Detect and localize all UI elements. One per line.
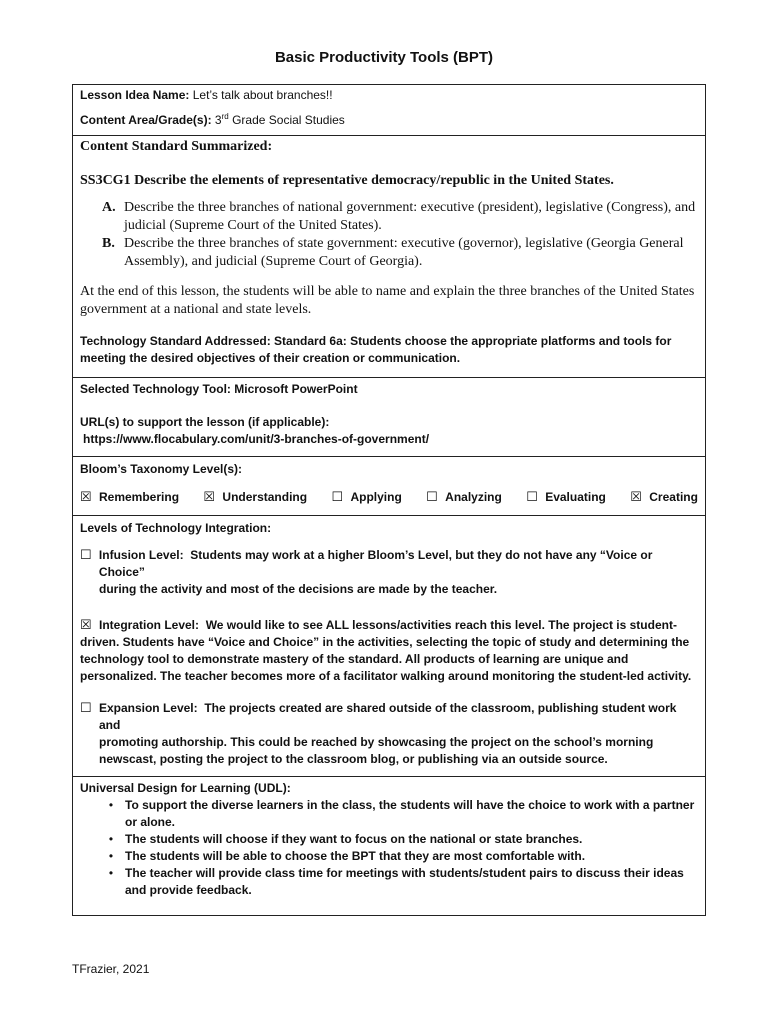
- page-title: Basic Productivity Tools (BPT): [274, 49, 494, 66]
- integration-label: Integration Level:: [99, 618, 200, 632]
- standard-item-list: [80, 199, 698, 271]
- expansion-label: Expansion Level:: [98, 701, 198, 715]
- bullet-icon: •: [108, 849, 114, 863]
- content-area-row: [80, 108, 698, 129]
- standard-heading: Content Standard Summarized:: [80, 139, 273, 154]
- bloom-label: Remembering: [99, 490, 180, 504]
- udl-section: [73, 777, 705, 915]
- standard-item-text: Describe the three branches of state government: executive (governor), legislative (Georgia General Assembly), and judicial (Supreme Court of Georgia).: [124, 236, 684, 269]
- url-link[interactable]: https://www.flocabulary.com/unit/3-branches-of-government/: [83, 432, 430, 446]
- bloom-label: Creating: [649, 490, 698, 504]
- integration-level: [80, 616, 698, 685]
- bloom-label: Analyzing: [445, 490, 502, 504]
- checkbox-icon[interactable]: ☐: [80, 547, 92, 562]
- bloom-label: Understanding: [222, 490, 308, 504]
- udl-heading: Universal Design for Learning (UDL):: [80, 781, 291, 795]
- tool-label: Selected Technology Tool:: [80, 382, 231, 396]
- tech-standard-label: Technology Standard Addressed:: [80, 334, 271, 348]
- tool-row: [80, 381, 698, 398]
- infusion-level: [80, 546, 698, 598]
- grade-number: 3: [214, 113, 222, 127]
- bullet-icon: •: [108, 832, 114, 846]
- bullet-icon: •: [108, 798, 114, 812]
- integration-text-rest: driven. Students have “Voice and Choice” in the activities, selecting the topic of study and determining the technology tool to demonstrate mastery of the standard. All products of learning are unique and personalized. The teacher becomes more of a facilitator walking around monitoring the student-led activity.: [80, 635, 692, 683]
- expansion-level: [80, 699, 698, 768]
- footer-author: TFrazier, 2021: [72, 962, 150, 976]
- checkbox-icon: ☐: [526, 489, 538, 504]
- standard-item-text: Describe the three branches of national government: executive (president), legislative (Congress), and judicial (Supreme Court of the United States).: [124, 200, 696, 233]
- standard-code-line: SS3CG1 Describe the elements of representative democracy/republic in the United States.: [80, 173, 614, 188]
- bloom-analyzing[interactable]: [426, 488, 502, 506]
- lesson-section: [73, 85, 705, 136]
- lesson-outcome: At the end of this lesson, the students will be able to name and explain the three branches of the United States government at a national and state levels.: [80, 284, 695, 317]
- tool-section: [73, 378, 705, 457]
- bloom-applying[interactable]: [331, 488, 401, 506]
- bloom-evaluating[interactable]: [526, 488, 606, 506]
- grade-superscript: rd: [221, 112, 229, 121]
- list-item: [80, 865, 698, 899]
- integration-heading: Levels of Technology Integration:: [80, 521, 272, 535]
- tech-standard-text: Standard 6a: Students choose the appropriate platforms and tools for meeting the desired objectives of their creation or communication.: [80, 334, 672, 365]
- url-label: URL(s) to support the lesson (if applicable):: [80, 415, 330, 429]
- infusion-text-rest: during the activity and most of the decisions are made by the teacher.: [99, 582, 498, 596]
- bloom-creating[interactable]: [630, 488, 698, 506]
- udl-item-text: To support the diverse learners in the class, the students will have the choice to work with a partner or alone.: [125, 798, 695, 829]
- lesson-name-label: Lesson Idea Name:: [80, 88, 190, 102]
- bloom-options: [80, 488, 698, 506]
- checkbox-icon[interactable]: ☐: [80, 700, 92, 715]
- bloom-label: Applying: [350, 490, 402, 504]
- udl-list: [80, 797, 698, 899]
- integration-text: We would like to see ALL lessons/activities reach this level. The project is student-: [205, 618, 677, 632]
- standard-section: [73, 136, 705, 378]
- checkbox-icon: ☒: [630, 489, 642, 504]
- checkbox-icon: ☒: [80, 489, 92, 504]
- bloom-understanding[interactable]: [203, 488, 307, 506]
- integration-section: [73, 516, 705, 777]
- checkbox-icon: ☐: [331, 489, 344, 504]
- bloom-heading: Bloom’s Taxonomy Level(s):: [80, 462, 243, 476]
- standard-item-b: [80, 235, 698, 271]
- content-area-label: Content Area/Grade(s):: [80, 113, 212, 127]
- tool-value: Microsoft PowerPoint: [234, 382, 358, 396]
- expansion-text-rest: promoting authorship. This could be reached by showcasing the project on the school’s morning newscast, posting the project to the classroom blog, or publishing via an outside source.: [99, 735, 654, 766]
- checkbox-icon[interactable]: ☒: [80, 617, 92, 632]
- infusion-label: Infusion Level:: [98, 548, 184, 562]
- standard-item-letter: A.: [102, 200, 116, 215]
- lesson-form: [72, 84, 706, 916]
- standard-item-letter: B.: [102, 236, 115, 251]
- bloom-label: Evaluating: [545, 490, 606, 504]
- lesson-name-row: [80, 87, 698, 104]
- bullet-icon: •: [108, 866, 114, 880]
- bloom-section: [73, 457, 705, 516]
- tech-standard: [80, 333, 698, 367]
- list-item: [80, 848, 698, 865]
- standard-item-a: [80, 199, 698, 235]
- udl-item-text: The students will be able to choose the BPT that they are most comfortable with.: [125, 849, 586, 863]
- udl-item-text: The teacher will provide class time for meetings with students/student pairs to discuss their ideas and provide feedback.: [125, 866, 684, 897]
- list-item: [80, 831, 698, 848]
- infusion-text: Students may work at a higher Bloom’s Level, but they do not have any “Voice or Choice”: [98, 548, 653, 579]
- lesson-name-value: Let’s talk about branches!!: [192, 88, 333, 102]
- list-item: [80, 797, 698, 831]
- checkbox-icon: ☐: [426, 489, 438, 504]
- content-area-value: Grade Social Studies: [232, 113, 345, 127]
- checkbox-icon: ☒: [203, 489, 216, 504]
- expansion-text: The projects created are shared outside of the classroom, publishing student work and: [98, 701, 677, 732]
- bloom-remembering[interactable]: [80, 488, 179, 506]
- udl-item-text: The students will choose if they want to focus on the national or state branches.: [125, 832, 583, 846]
